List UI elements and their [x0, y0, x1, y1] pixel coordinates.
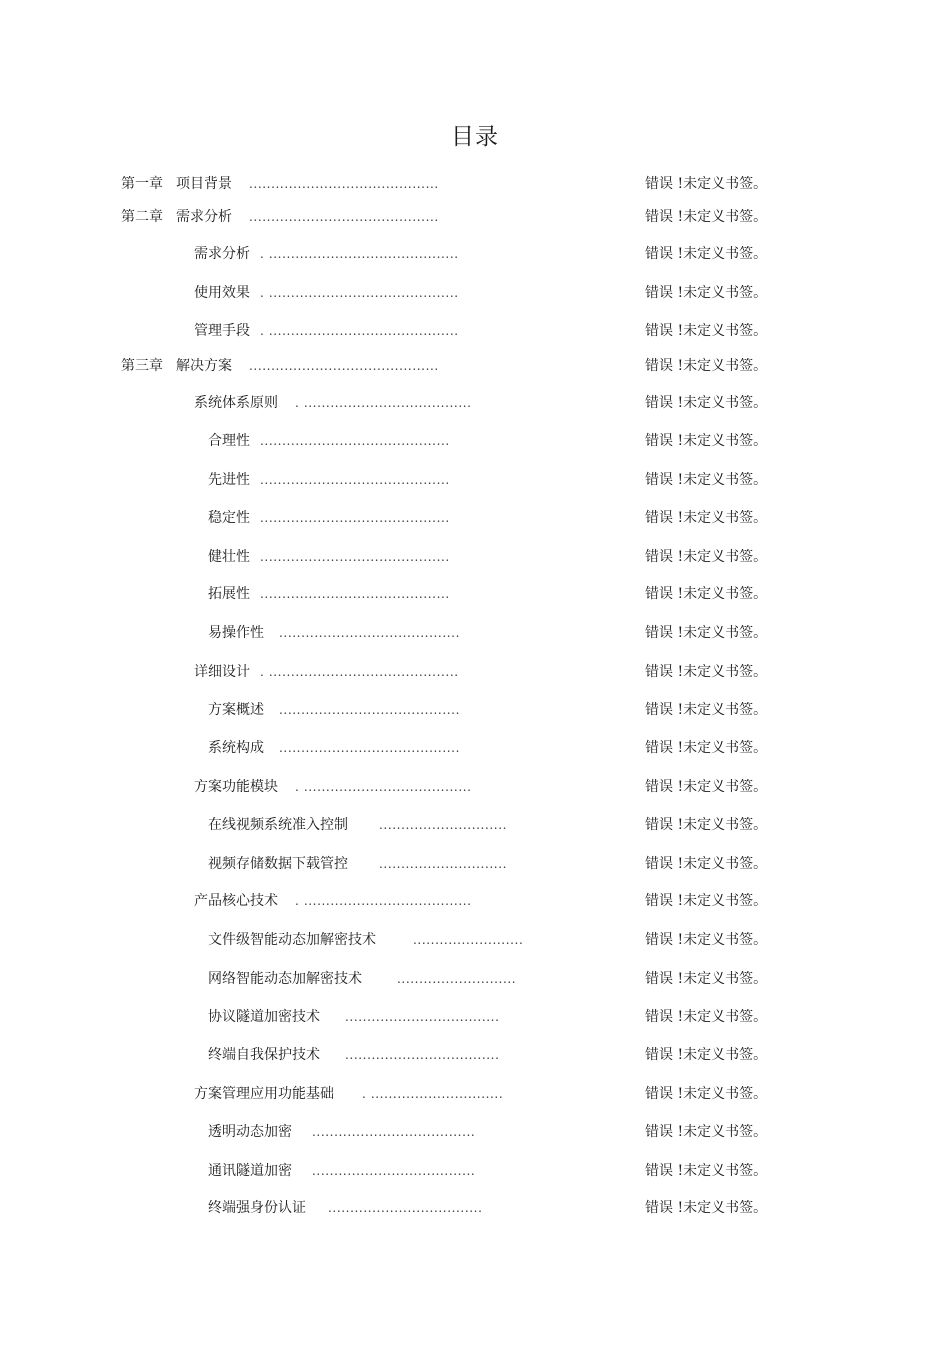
- page-ref: 错误 !未定义书签。: [645, 664, 768, 680]
- leader-dots: ...........................................: [260, 434, 450, 448]
- entry-label: 产品核心技术: [194, 893, 278, 909]
- page-ref: 错误 !未定义书签。: [645, 740, 768, 756]
- toc-entry[interactable]: [0, 1006, 950, 1028]
- toc-entry[interactable]: [0, 583, 950, 605]
- entry-label: 通讯隧道加密: [208, 1163, 292, 1179]
- chapter-number: 第一章: [121, 176, 163, 192]
- page-ref: 错误 !未定义书签。: [645, 1047, 768, 1063]
- leader-dots: . ..............................: [362, 1087, 504, 1101]
- chapter-number: 第三章: [121, 358, 163, 374]
- entry-label: 文件级智能动态加解密技术: [208, 932, 376, 948]
- toc-entry[interactable]: [0, 282, 950, 304]
- leader-dots: ...........................................: [249, 359, 439, 373]
- page-ref: 错误 !未定义书签。: [645, 817, 768, 833]
- entry-label: 终端自我保护技术: [208, 1047, 320, 1063]
- toc-entry[interactable]: [0, 392, 950, 414]
- entry-label: 解决方案: [176, 358, 232, 374]
- entry-label: 易操作性: [208, 625, 264, 641]
- toc-entry[interactable]: [0, 430, 950, 452]
- toc-entry[interactable]: [0, 320, 950, 342]
- leader-dots: . ......................................: [295, 780, 472, 794]
- entry-label: 健壮性: [208, 549, 250, 565]
- leader-dots: ...........................................: [260, 587, 450, 601]
- toc-entry[interactable]: [0, 1044, 950, 1066]
- entry-label: 合理性: [208, 433, 250, 449]
- page-ref: 错误 !未定义书签。: [645, 433, 768, 449]
- page-ref: 错误 !未定义书签。: [645, 1200, 768, 1216]
- entry-label: 终端强身份认证: [208, 1200, 306, 1216]
- page-ref: 错误 !未定义书签。: [645, 971, 768, 987]
- page-ref: 错误 !未定义书签。: [645, 702, 768, 718]
- toc-entry[interactable]: [0, 1121, 950, 1143]
- toc-entry[interactable]: [0, 355, 950, 377]
- page-ref: 错误 !未定义书签。: [645, 246, 768, 262]
- page-ref: 错误 !未定义书签。: [645, 856, 768, 872]
- entry-label: 先进性: [208, 472, 250, 488]
- page-ref: 错误 !未定义书签。: [645, 323, 768, 339]
- entry-label: 系统体系原则: [194, 395, 278, 411]
- page-ref: 错误 !未定义书签。: [645, 358, 768, 374]
- leader-dots: ...................................: [345, 1048, 500, 1062]
- entry-label: 管理手段: [194, 323, 250, 339]
- leader-dots: .............................: [379, 857, 508, 871]
- leader-dots: .....................................: [312, 1125, 476, 1139]
- toc-entry[interactable]: [0, 814, 950, 836]
- page-ref: 错误 !未定义书签。: [645, 625, 768, 641]
- toc-entry[interactable]: [0, 853, 950, 875]
- page-ref: 错误 !未定义书签。: [645, 510, 768, 526]
- page-ref: 错误 !未定义书签。: [645, 932, 768, 948]
- toc-entry[interactable]: [0, 968, 950, 990]
- toc-entry[interactable]: [0, 622, 950, 644]
- toc-entry[interactable]: [0, 890, 950, 912]
- page-ref: 错误 !未定义书签。: [645, 1086, 768, 1102]
- entry-label: 详细设计: [194, 664, 250, 680]
- entry-label: 系统构成: [208, 740, 264, 756]
- leader-dots: ...................................: [345, 1010, 500, 1024]
- page-ref: 错误 !未定义书签。: [645, 395, 768, 411]
- leader-dots: .........................................: [279, 741, 460, 755]
- leader-dots: . ......................................: [295, 396, 472, 410]
- page-ref: 错误 !未定义书签。: [645, 779, 768, 795]
- entry-label: 视频存储数据下载管控: [208, 856, 348, 872]
- entry-label: 方案概述: [208, 702, 264, 718]
- toc-entry[interactable]: [0, 206, 950, 228]
- page-ref: 错误 !未定义书签。: [645, 209, 768, 225]
- leader-dots: ...........................................: [260, 550, 450, 564]
- leader-dots: ...........................................: [260, 511, 450, 525]
- page-ref: 错误 !未定义书签。: [645, 586, 768, 602]
- leader-dots: ...........................................: [249, 177, 439, 191]
- toc-entry[interactable]: [0, 699, 950, 721]
- leader-dots: .........................: [413, 933, 524, 947]
- entry-label: 稳定性: [208, 510, 250, 526]
- toc-entry[interactable]: [0, 661, 950, 683]
- toc-entry[interactable]: [0, 1083, 950, 1105]
- toc-entry[interactable]: [0, 737, 950, 759]
- leader-dots: .............................: [379, 818, 508, 832]
- toc-entry[interactable]: [0, 1197, 950, 1219]
- toc-entry[interactable]: [0, 929, 950, 951]
- entry-label: 协议隧道加密技术: [208, 1009, 320, 1025]
- entry-label: 拓展性: [208, 586, 250, 602]
- leader-dots: . ...........................................: [260, 247, 459, 261]
- page-ref: 错误 !未定义书签。: [645, 1163, 768, 1179]
- toc-entry[interactable]: [0, 507, 950, 529]
- toc-entry[interactable]: [0, 469, 950, 491]
- leader-dots: ...........................................: [249, 210, 439, 224]
- entry-label: 方案功能模块: [194, 779, 278, 795]
- leader-dots: .........................................: [279, 703, 460, 717]
- page-ref: 错误 !未定义书签。: [645, 1124, 768, 1140]
- toc-entry[interactable]: [0, 546, 950, 568]
- entry-label: 需求分析: [176, 209, 232, 225]
- page-ref: 错误 !未定义书签。: [645, 472, 768, 488]
- page-ref: 错误 !未定义书签。: [645, 1009, 768, 1025]
- leader-dots: . ...........................................: [260, 324, 459, 338]
- leader-dots: .........................................: [279, 626, 460, 640]
- page-ref: 错误 !未定义书签。: [645, 176, 768, 192]
- page-ref: 错误 !未定义书签。: [645, 549, 768, 565]
- page-ref: 错误 !未定义书签。: [645, 285, 768, 301]
- leader-dots: . ...........................................: [260, 665, 459, 679]
- toc-entry[interactable]: [0, 173, 950, 195]
- page-ref: 错误 !未定义书签。: [645, 893, 768, 909]
- leader-dots: ...................................: [328, 1201, 483, 1215]
- leader-dots: . ......................................: [295, 894, 472, 908]
- entry-label: 在线视频系统准入控制: [208, 817, 348, 833]
- entry-label: 网络智能动态加解密技术: [208, 971, 362, 987]
- chapter-number: 第二章: [121, 209, 163, 225]
- leader-dots: .....................................: [312, 1164, 476, 1178]
- entry-label: 方案管理应用功能基础: [194, 1086, 334, 1102]
- leader-dots: . ...........................................: [260, 286, 459, 300]
- leader-dots: ...........................: [397, 972, 517, 986]
- toc-title: 目录: [451, 124, 499, 150]
- toc-entry[interactable]: [0, 776, 950, 798]
- toc-entry[interactable]: [0, 1160, 950, 1182]
- entry-label: 透明动态加密: [208, 1124, 292, 1140]
- toc-entry[interactable]: [0, 243, 950, 265]
- leader-dots: ...........................................: [260, 473, 450, 487]
- entry-label: 项目背景: [176, 176, 232, 192]
- entry-label: 需求分析: [194, 246, 250, 262]
- entry-label: 使用效果: [194, 285, 250, 301]
